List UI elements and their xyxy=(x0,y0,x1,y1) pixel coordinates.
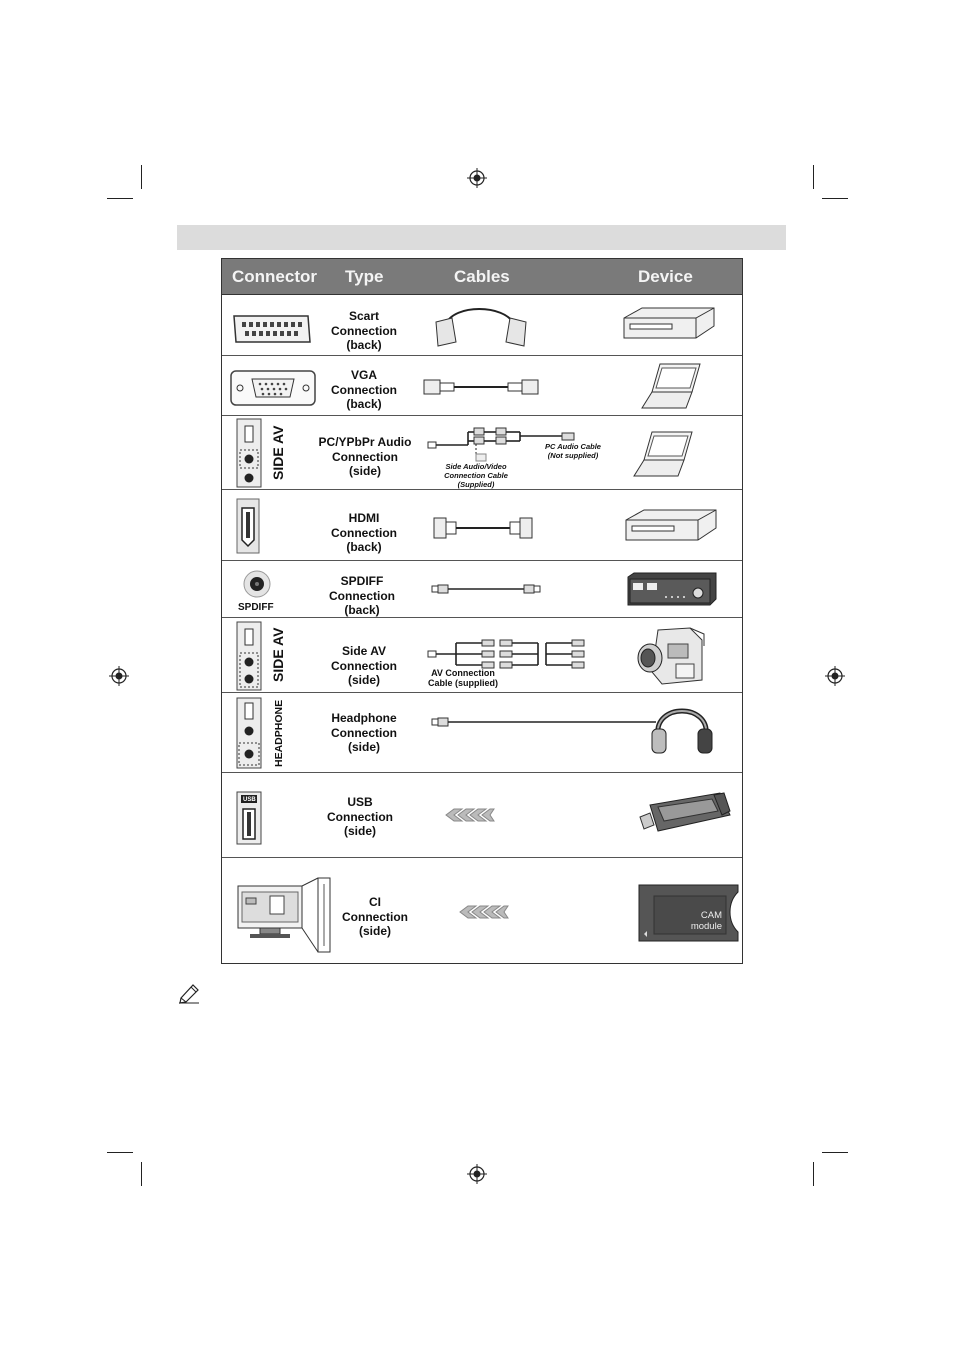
av-cable-icon xyxy=(426,638,594,670)
type-label: USB Connection (side) xyxy=(327,795,393,838)
cable-note-not-supplied: PC Audio Cable (Not supplied) xyxy=(545,442,601,460)
header-device: Device xyxy=(638,267,693,286)
registration-mark-icon xyxy=(109,666,129,686)
header-cables: Cables xyxy=(454,267,510,286)
spdif-label: SPDIFF xyxy=(238,602,274,613)
laptop-icon xyxy=(632,430,696,480)
type-label: Scart Connection (back) xyxy=(331,309,397,352)
crop-mark xyxy=(141,1162,142,1186)
type-label: Side AV Connection (side) xyxy=(331,644,397,687)
table-row-vga xyxy=(222,355,742,415)
table-row-pc-audio xyxy=(222,415,742,489)
insert-arrows-icon xyxy=(456,904,508,920)
table-header xyxy=(222,259,742,295)
connection-table xyxy=(221,258,743,964)
crop-mark xyxy=(822,1152,848,1153)
pencil-note-icon xyxy=(177,982,201,1004)
crop-mark xyxy=(822,198,848,199)
spdif-port-icon xyxy=(242,569,272,599)
vga-cable-icon xyxy=(422,378,542,396)
hdmi-port-icon xyxy=(236,498,260,554)
audio-amplifier-icon xyxy=(626,571,718,607)
table-row-spdif xyxy=(222,560,742,617)
headphones-icon xyxy=(648,697,718,759)
hdmi-cable-icon xyxy=(432,516,534,540)
vga-port-icon xyxy=(230,370,316,406)
type-label: PC/YPbPr Audio Connection (side) xyxy=(318,435,412,478)
usb-label: USB xyxy=(243,797,256,803)
header-connector: Connector xyxy=(232,267,317,286)
crop-mark xyxy=(141,165,142,189)
dvd-recorder-icon xyxy=(622,306,717,340)
spdif-cable-icon xyxy=(430,583,544,595)
side-av-label: SIDE AV xyxy=(270,425,286,480)
laptop-icon xyxy=(640,362,704,412)
scart-cable-icon xyxy=(434,302,529,348)
insert-arrows-icon xyxy=(442,807,494,823)
side-av-panel-icon xyxy=(236,418,262,488)
side-av-panel-icon xyxy=(236,621,262,691)
headphone-cable-icon xyxy=(430,715,660,729)
section-header-band xyxy=(177,225,786,250)
header-type: Type xyxy=(345,267,384,286)
side-av-label: SIDE AV xyxy=(270,627,286,682)
table-row-ci xyxy=(222,857,742,965)
type-label: SPDIFF Connection (back) xyxy=(329,574,395,617)
usb-stick-icon xyxy=(636,791,732,833)
camcorder-icon xyxy=(636,624,708,688)
crop-mark xyxy=(107,1152,133,1153)
headphone-label: HEADPHONE xyxy=(273,699,285,767)
cable-note-av: AV Connection Cable (supplied) xyxy=(427,668,498,688)
table-row-headphone xyxy=(222,692,742,772)
type-label: HDMI Connection (back) xyxy=(331,511,397,554)
scart-port-icon xyxy=(232,314,312,344)
table-row-side-av xyxy=(222,617,742,692)
dvd-recorder-icon xyxy=(624,508,719,542)
type-label: Headphone Connection (side) xyxy=(331,711,397,754)
type-label: CI Connection (side) xyxy=(342,895,408,938)
crop-mark xyxy=(813,165,814,189)
headphone-panel-icon xyxy=(236,697,262,769)
crop-mark xyxy=(813,1162,814,1186)
tv-back-ci-slot-icon xyxy=(236,876,332,954)
type-label: VGA Connection (back) xyxy=(331,368,397,411)
registration-mark-icon xyxy=(467,168,487,188)
registration-mark-icon xyxy=(825,666,845,686)
table-row-scart xyxy=(222,294,742,355)
registration-mark-icon xyxy=(467,1164,487,1184)
table-row-usb xyxy=(222,772,742,857)
cable-note-supplied: Side Audio/Video Connection Cable (Supplied) xyxy=(444,462,508,489)
crop-mark xyxy=(107,198,133,199)
cam-module-label: CAM module xyxy=(690,910,722,932)
table-row-hdmi xyxy=(222,489,742,560)
